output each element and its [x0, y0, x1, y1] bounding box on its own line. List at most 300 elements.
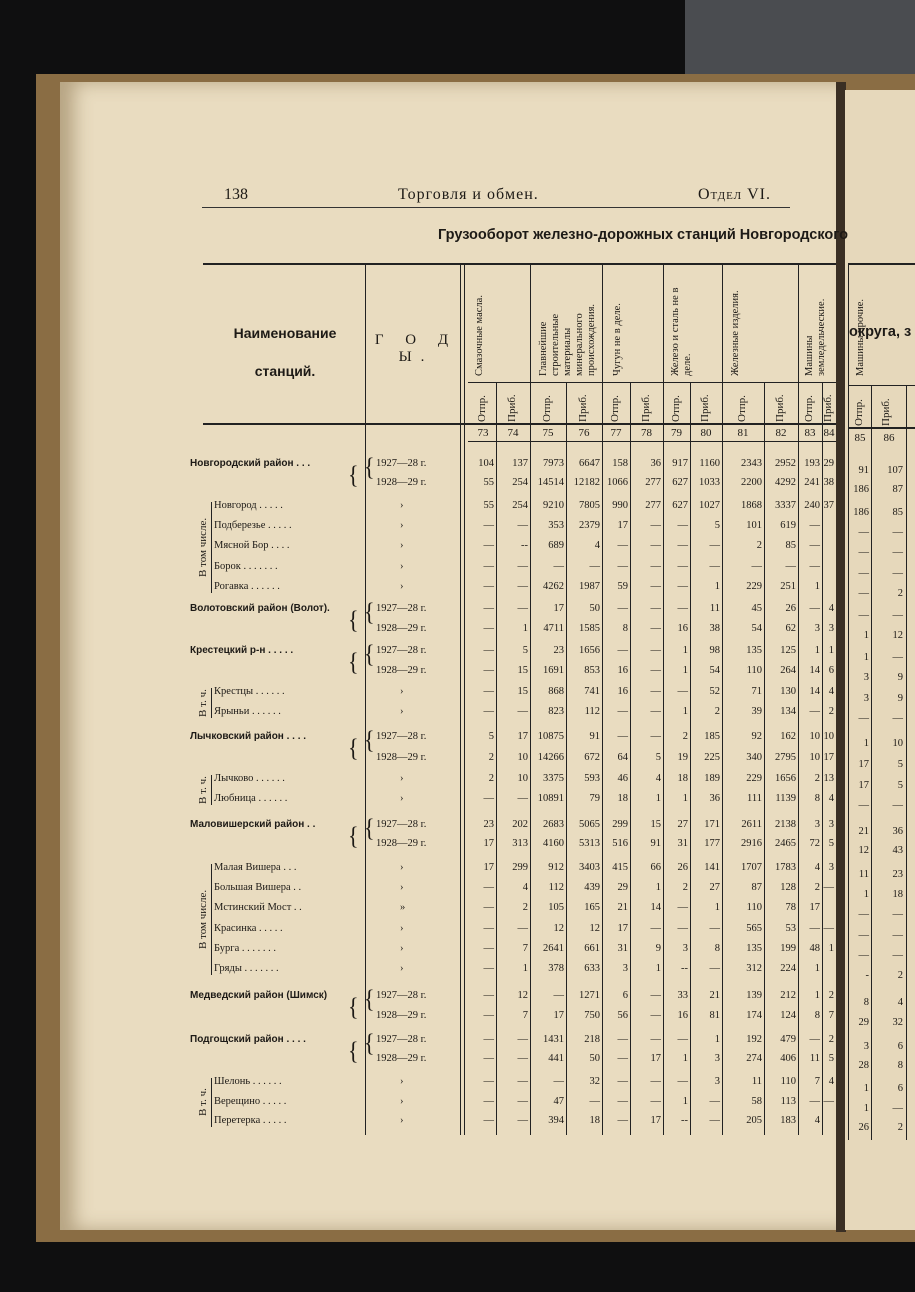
subheader-out: Отпр. — [853, 399, 865, 426]
subheader-in: Приб. — [506, 394, 518, 422]
subheader-in: Приб. — [577, 394, 589, 422]
cell-value: 1160 — [699, 458, 720, 469]
station-name: Малая Вишера . . . — [214, 862, 297, 873]
cell-value: 62 — [785, 623, 796, 634]
cell-value: — — [677, 581, 688, 592]
cell-value: 48 — [809, 943, 820, 954]
cell-value: — — [677, 520, 688, 531]
column-number: 76 — [578, 427, 590, 439]
next-cell-value: 6 — [897, 1041, 903, 1052]
station-name: Любница . . . . . . — [214, 793, 288, 804]
cell-value: 254 — [512, 477, 528, 488]
cell-value: 11 — [809, 1053, 820, 1064]
cell-value: 199 — [780, 943, 796, 954]
cell-value: — — [650, 1034, 661, 1045]
cell-value: 52 — [709, 686, 720, 697]
cell-value: 12182 — [573, 477, 600, 488]
background-panel — [685, 0, 915, 80]
cell-value: — — [809, 1096, 820, 1107]
next-cell-value: 26 — [858, 1122, 869, 1133]
year-brace: { — [364, 597, 375, 626]
cell-value: 189 — [704, 773, 720, 784]
cell-value: 277 — [645, 477, 661, 488]
next-subheader-rule — [848, 385, 915, 386]
cell-value: 36 — [709, 793, 720, 804]
cell-value: — — [809, 540, 820, 551]
cell-value: 2641 — [543, 943, 564, 954]
next-cell-value: — — [858, 800, 869, 811]
next-cell-value: 91 — [858, 465, 869, 476]
cell-value: 91 — [650, 838, 661, 849]
cell-value: 313 — [512, 838, 528, 849]
cell-value: 1691 — [543, 665, 564, 676]
next-cell-value: 21 — [858, 826, 869, 837]
cell-value: — — [809, 706, 820, 717]
row-year: 1928—29 г. — [376, 477, 427, 488]
cell-value: 9210 — [543, 500, 564, 511]
cell-value: — — [589, 561, 600, 572]
cell-value: — — [650, 1076, 661, 1087]
cell-value: — — [483, 603, 494, 614]
cell-value: — — [589, 1096, 600, 1107]
cell-value: 1 — [714, 902, 720, 913]
row-year: › — [400, 500, 404, 511]
cell-value: 254 — [512, 500, 528, 511]
district-brace: { — [348, 821, 359, 850]
cell-value: — — [553, 561, 564, 572]
next-table-top-rule — [848, 263, 915, 265]
subheader-in: Приб. — [880, 398, 892, 426]
cell-value: 3 — [714, 1053, 720, 1064]
cell-value: — — [483, 1096, 494, 1107]
cell-value: 110 — [746, 902, 762, 913]
cell-value: 2795 — [775, 752, 796, 763]
column-header: Чугун не в деле. — [612, 303, 623, 376]
cell-value: — — [483, 882, 494, 893]
next-page-title: округа, з — [849, 324, 912, 340]
next-cell-value: — — [892, 610, 903, 621]
cell-value: 3 — [622, 963, 628, 974]
cell-value: — — [483, 923, 494, 934]
group-side-label: В т. ч. — [197, 1088, 209, 1117]
next-cell-value: 1 — [863, 889, 869, 900]
district-name: Крестецкий р-н . . . . . — [190, 645, 294, 656]
cell-value: 9 — [655, 943, 661, 954]
cell-value: 17 — [809, 902, 820, 913]
next-column-number: 86 — [883, 432, 895, 444]
cell-value: 2 — [522, 902, 528, 913]
group-bracket-line — [211, 775, 212, 805]
cell-value: 17 — [517, 731, 528, 742]
cell-value: — — [517, 706, 528, 717]
cell-value: 7 — [522, 943, 528, 954]
cell-value: 16 — [617, 665, 628, 676]
cell-value: — — [677, 1076, 688, 1087]
year-brace: { — [364, 1028, 375, 1057]
row-year: 1927—28 г. — [376, 1034, 427, 1045]
year-brace: { — [364, 452, 375, 481]
cell-value: 171 — [704, 819, 720, 830]
cell-value: 37 — [823, 500, 834, 511]
cell-value: 202 — [512, 819, 528, 830]
cell-value: — — [553, 990, 564, 1001]
cell-value: — — [650, 923, 661, 934]
cell-value: — — [617, 540, 628, 551]
next-cell-value: — — [892, 713, 903, 724]
cell-value: — — [809, 923, 820, 934]
next-cell-value: 1 — [863, 630, 869, 641]
station-name: Шелонь . . . . . . — [214, 1076, 282, 1087]
cell-value: 3375 — [543, 773, 564, 784]
district-name: Медведский район (Шимск) — [190, 990, 328, 1001]
cell-value: — — [709, 1115, 720, 1126]
cell-value: — — [483, 990, 494, 1001]
cell-value: — — [677, 540, 688, 551]
cell-value: 39 — [751, 706, 762, 717]
cell-value: 2 — [814, 773, 820, 784]
cell-value: 130 — [780, 686, 796, 697]
next-cell-value: 23 — [892, 869, 903, 880]
cell-value: — — [809, 603, 820, 614]
cell-value: 18 — [677, 773, 688, 784]
cell-value: 8 — [714, 943, 720, 954]
cell-value: 277 — [645, 500, 661, 511]
next-cell-value: — — [858, 610, 869, 621]
cell-value: 1868 — [741, 500, 762, 511]
column-rule — [663, 265, 664, 1135]
cell-value: 8 — [622, 623, 628, 634]
group-side-label: В т. ч. — [197, 776, 209, 804]
cell-value: — — [650, 603, 661, 614]
next-cell-value: 10 — [892, 738, 903, 749]
cell-value: 5 — [522, 645, 528, 656]
cell-value: — — [785, 561, 796, 572]
cell-value: 1 — [682, 1053, 688, 1064]
next-cell-value: — — [858, 950, 869, 961]
cell-value: — — [517, 561, 528, 572]
next-cell-value: 43 — [892, 845, 903, 856]
cell-value: 4 — [594, 540, 600, 551]
cell-value: — — [483, 1053, 494, 1064]
cell-value: 5 — [655, 752, 661, 763]
cell-value: 251 — [780, 581, 796, 592]
next-cell-value: 12 — [892, 630, 903, 641]
table-top-rule — [203, 263, 836, 265]
cell-value: 18 — [617, 793, 628, 804]
cell-value: 1 — [814, 581, 820, 592]
cell-value: 112 — [584, 706, 600, 717]
column-number: 83 — [804, 427, 816, 439]
cell-value: 4262 — [543, 581, 564, 592]
cell-value: — — [650, 561, 661, 572]
cell-value: 14514 — [537, 477, 564, 488]
cell-value: 2916 — [741, 838, 762, 849]
cell-value: 33 — [677, 990, 688, 1001]
cell-value: 26 — [785, 603, 796, 614]
cell-value: 1271 — [579, 990, 600, 1001]
cell-value: 14 — [650, 902, 661, 913]
next-cell-value: 17 — [858, 780, 869, 791]
cell-value: 193 — [804, 458, 820, 469]
table-title: Грузооборот железно-дорожных станций Новгородского — [438, 227, 848, 243]
cell-value: 7 — [814, 1076, 820, 1087]
cell-value: — — [650, 1096, 661, 1107]
cell-value: 5313 — [579, 838, 600, 849]
cell-value: 4 — [522, 882, 528, 893]
cell-value: — — [483, 1115, 494, 1126]
cell-value: 5 — [488, 731, 494, 742]
cell-value: 565 — [746, 923, 762, 934]
cell-value: 46 — [617, 773, 628, 784]
subheader-in: Приб. — [774, 394, 786, 422]
cell-value: — — [517, 793, 528, 804]
cell-value: 104 — [478, 458, 494, 469]
cell-value: 1585 — [579, 623, 600, 634]
cell-value: 689 — [548, 540, 564, 551]
cell-value: — — [483, 561, 494, 572]
cell-value: — — [483, 665, 494, 676]
column-number: 81 — [737, 427, 749, 439]
cell-value: 299 — [512, 862, 528, 873]
cell-value: — — [650, 990, 661, 1001]
cell-value: 2 — [814, 882, 820, 893]
next-cell-value: 186 — [853, 507, 869, 518]
next-cell-value: 36 — [892, 826, 903, 837]
cell-value: 91 — [589, 731, 600, 742]
cell-value: 378 — [548, 963, 564, 974]
cell-value: 415 — [612, 862, 628, 873]
row-year: 1928—29 г. — [376, 665, 427, 676]
next-column-rule — [871, 385, 872, 1140]
year-brace: { — [364, 639, 375, 668]
row-year: › — [400, 793, 404, 804]
group-bracket-line — [211, 502, 212, 593]
cell-value: 16 — [677, 623, 688, 634]
cell-value: 125 — [780, 645, 796, 656]
cell-value: 853 — [584, 665, 600, 676]
cell-value: 1431 — [543, 1034, 564, 1045]
cell-value: — — [483, 645, 494, 656]
cell-value: 627 — [672, 500, 688, 511]
year-brace: { — [364, 725, 375, 754]
cell-value: 81 — [709, 1010, 720, 1021]
cell-value: 1 — [522, 623, 528, 634]
cell-value: — — [650, 581, 661, 592]
row-year: 1928—29 г. — [376, 1053, 427, 1064]
station-name: Ярыньи . . . . . . — [214, 706, 281, 717]
row-year: › — [400, 581, 404, 592]
cell-value: — — [517, 1034, 528, 1045]
column-header: Главнейшие строительные материалы минерального происхождения. — [538, 303, 597, 376]
cell-value: 4711 — [543, 623, 564, 634]
cell-value: 241 — [804, 477, 820, 488]
cell-value: 137 — [512, 458, 528, 469]
cell-value: 4160 — [543, 838, 564, 849]
cell-value: 1987 — [579, 581, 600, 592]
cell-value: 340 — [746, 752, 762, 763]
district-name: Подгощский район . . . . — [190, 1034, 306, 1045]
cell-value: — — [483, 1034, 494, 1045]
row-year: › — [400, 1076, 404, 1087]
row-year: 1927—28 г. — [376, 731, 427, 742]
district-brace: { — [348, 733, 359, 762]
group-bracket-line — [211, 688, 212, 718]
year-brace: { — [364, 984, 375, 1013]
cell-value: — — [677, 686, 688, 697]
next-cell-value: 1 — [863, 1103, 869, 1114]
next-cell-value: — — [858, 930, 869, 941]
column-rule — [602, 265, 603, 1135]
cell-value: 1033 — [699, 477, 720, 488]
column-rule — [566, 382, 567, 1135]
column-number: 82 — [775, 427, 787, 439]
next-cell-value: 6 — [897, 1083, 903, 1094]
cell-value: 12 — [553, 923, 564, 934]
row-year: › — [400, 520, 404, 531]
column-rule — [630, 382, 631, 1135]
cell-value: 87 — [751, 882, 762, 893]
station-name: Большая Вишера . . — [214, 882, 302, 893]
cell-value: 264 — [780, 665, 796, 676]
cell-value: 32 — [589, 1076, 600, 1087]
cell-value: 16 — [677, 1010, 688, 1021]
cell-value: 1 — [655, 963, 661, 974]
district-name: Лычковский район . . . . — [190, 731, 307, 742]
cell-value: 3 — [828, 819, 834, 830]
next-cell-value: — — [892, 909, 903, 920]
cell-value: 19 — [677, 752, 688, 763]
cell-value: 105 — [548, 902, 564, 913]
cell-value: 7973 — [543, 458, 564, 469]
cell-value: — — [677, 902, 688, 913]
station-name: Борок . . . . . . . — [214, 561, 278, 572]
cell-value: 17 — [553, 603, 564, 614]
cell-value: 917 — [672, 458, 688, 469]
cell-value: 56 — [617, 1010, 628, 1021]
cell-value: 4 — [655, 773, 661, 784]
cell-value: 5 — [714, 520, 720, 531]
cell-value: 66 — [650, 862, 661, 873]
row-year: 1928—29 г. — [376, 623, 427, 634]
cell-value: — — [483, 520, 494, 531]
station-name: Рогавка . . . . . . — [214, 581, 280, 592]
cell-value: — — [650, 623, 661, 634]
cell-value: — — [809, 561, 820, 572]
row-year: › — [400, 540, 404, 551]
cell-value: 31 — [677, 838, 688, 849]
cell-value: — — [617, 603, 628, 614]
row-year: 1927—28 г. — [376, 990, 427, 1001]
cell-value: 47 — [553, 1096, 564, 1107]
cell-value: — — [709, 561, 720, 572]
next-cell-value: — — [892, 527, 903, 538]
cell-value: 2 — [756, 540, 762, 551]
cell-value: 36 — [650, 458, 661, 469]
cell-value: 3 — [714, 1076, 720, 1087]
cell-value: -- — [681, 1115, 688, 1126]
cell-value: 2 — [828, 1034, 834, 1045]
next-cell-value: 1 — [863, 652, 869, 663]
cell-value: 50 — [589, 603, 600, 614]
cell-value: 4 — [828, 793, 834, 804]
row-year: 1928—29 г. — [376, 1010, 427, 1021]
cell-value: 58 — [751, 1096, 762, 1107]
cell-value: 14 — [809, 665, 820, 676]
cell-value: — — [483, 540, 494, 551]
cell-value: 21 — [709, 990, 720, 1001]
next-cell-value: 17 — [858, 759, 869, 770]
next-cell-value: — — [858, 547, 869, 558]
cell-value: 14266 — [537, 752, 564, 763]
column-number: 84 — [823, 427, 835, 439]
cell-value: — — [517, 1096, 528, 1107]
group-bracket-line — [211, 864, 212, 975]
cell-value: — — [483, 581, 494, 592]
cell-value: 8 — [814, 793, 820, 804]
cell-value: 741 — [584, 686, 600, 697]
cell-value: — — [823, 882, 834, 893]
cell-value: 8 — [814, 1010, 820, 1021]
cell-value: — — [617, 1096, 628, 1107]
cell-value: 165 — [584, 902, 600, 913]
subheader-out: Отпр. — [669, 395, 682, 422]
cell-value: 439 — [584, 882, 600, 893]
next-cell-value: 11 — [858, 869, 869, 880]
next-cell-value: 29 — [858, 1017, 869, 1028]
cell-value: 10 — [823, 731, 834, 742]
cell-value: 31 — [617, 943, 628, 954]
cell-value: 128 — [780, 882, 796, 893]
column-rule — [798, 265, 799, 1135]
cell-value: 5065 — [579, 819, 600, 830]
cell-value: — — [617, 1076, 628, 1087]
district-name: Новгородский район . . . — [190, 458, 311, 469]
cell-value: 13 — [823, 773, 834, 784]
next-cell-value: - — [865, 970, 869, 981]
next-cell-value: — — [858, 713, 869, 724]
cell-value: 162 — [780, 731, 796, 742]
cell-value: 3 — [682, 943, 688, 954]
cell-value: 218 — [584, 1034, 600, 1045]
cell-value: — — [650, 1010, 661, 1021]
next-cell-value: 1 — [863, 738, 869, 749]
cell-value: -- — [681, 963, 688, 974]
row-year: › — [400, 561, 404, 572]
row-year: 1927—28 г. — [376, 645, 427, 656]
cell-value: — — [650, 665, 661, 676]
cell-value: 27 — [677, 819, 688, 830]
cell-value: 64 — [617, 752, 628, 763]
cell-value: 92 — [751, 731, 762, 742]
cell-value: 1139 — [775, 793, 796, 804]
cell-value: 18 — [589, 1115, 600, 1126]
cell-value: 16 — [617, 686, 628, 697]
cell-value: — — [517, 603, 528, 614]
next-cell-value: 28 — [858, 1060, 869, 1071]
cell-value: 661 — [584, 943, 600, 954]
cell-value: 7 — [828, 1010, 834, 1021]
cell-value: 17 — [553, 1010, 564, 1021]
station-name: Перетерка . . . . . — [214, 1115, 287, 1126]
cell-value: — — [483, 1076, 494, 1087]
district-brace: { — [348, 460, 359, 489]
cell-value: 12 — [517, 990, 528, 1001]
next-cell-value: 186 — [853, 484, 869, 495]
cell-value: 183 — [780, 1115, 796, 1126]
column-rule — [722, 265, 723, 1135]
cell-value: 185 — [704, 731, 720, 742]
cell-value: — — [483, 793, 494, 804]
